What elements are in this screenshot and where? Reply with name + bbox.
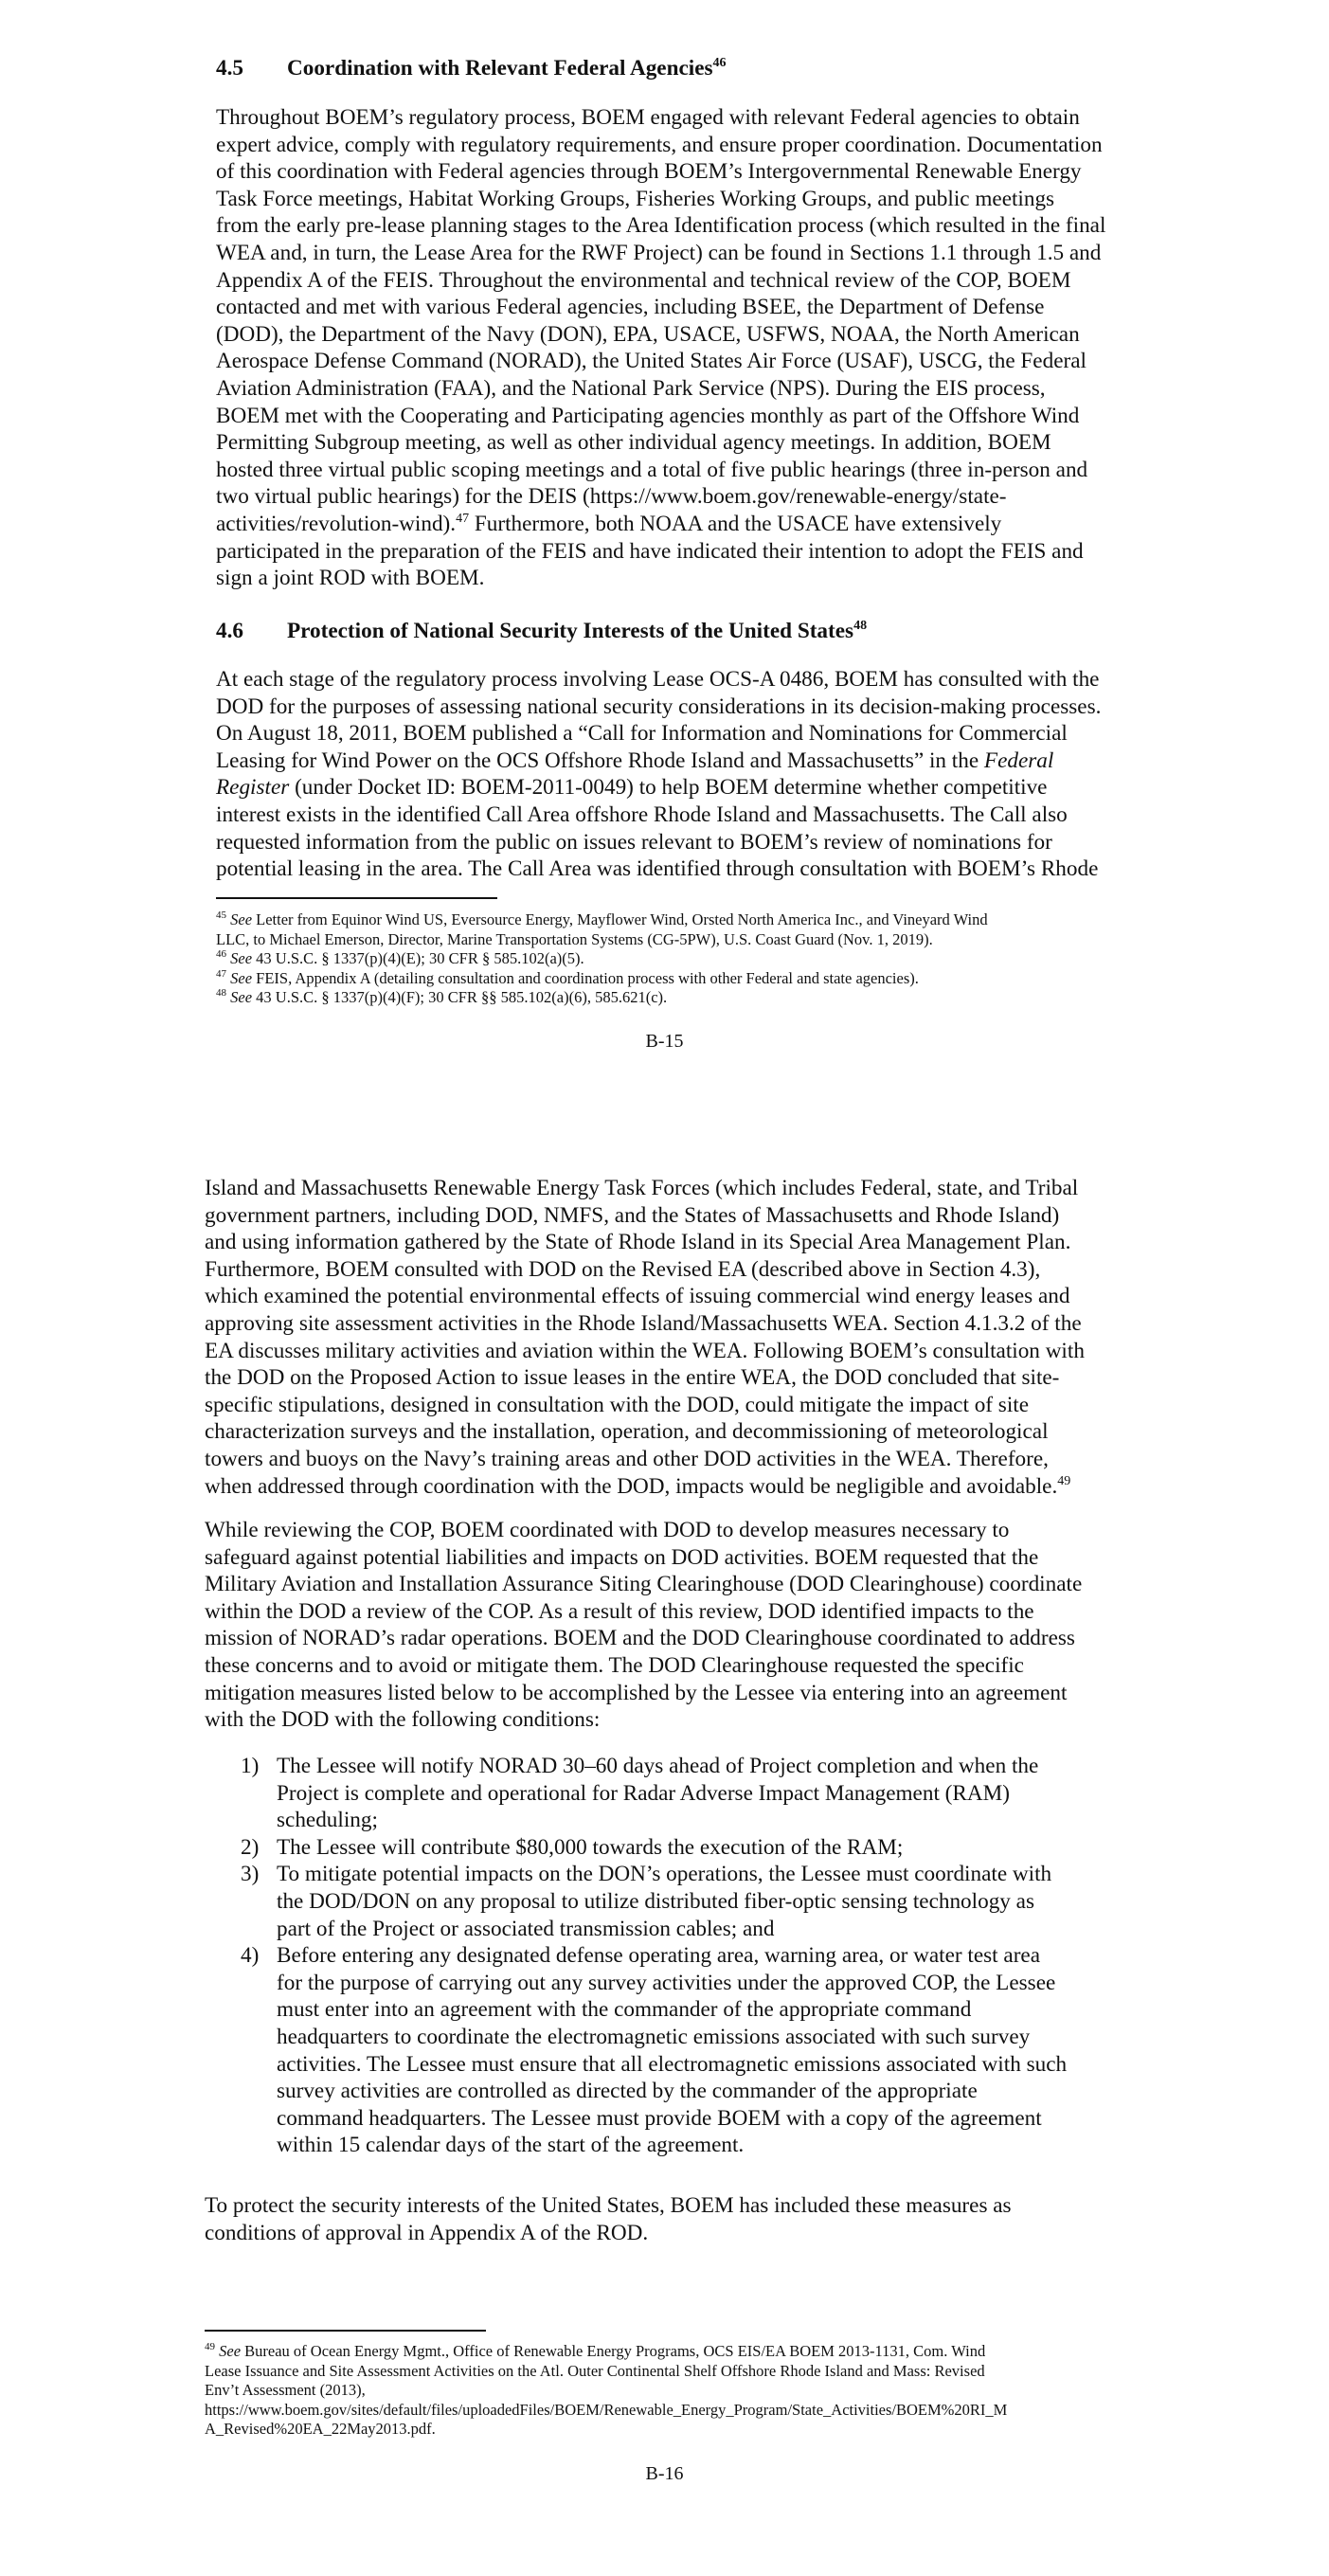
footnote-49-url[interactable]: A_Revised%20EA_22May2013.pdf.: [205, 2420, 436, 2438]
text-line: BOEM met with the Cooperating and Participating agencies monthly as part of the Offshore Wind: [216, 403, 1080, 428]
footnote-number: 48: [216, 987, 226, 999]
italic-publication-title: Federal: [983, 748, 1054, 773]
section-title: Coordination with Relevant Federal Agencies: [287, 56, 713, 81]
text-line: WEA and, in turn, the Lease Area for the RWF Project) can be found in Sections 1.1 through 1.5 and: [216, 240, 1102, 265]
section-number: 4.6: [216, 619, 243, 643]
footnote-separator: [216, 897, 497, 899]
text-line: two virtual public hearings) for the DEIS (https://www.boem.gov/renewable-energy/state-: [216, 484, 1007, 510]
text-line: sign a joint ROD with BOEM.: [216, 566, 485, 591]
text-fragment: when addressed through coordination with the DOD, impacts would be negligible and avoidable.: [205, 1473, 1058, 1499]
footnote-48: [216, 988, 988, 1008]
section-4-6-heading: [216, 618, 867, 645]
text-line: part of the Project or associated transmission cables; and: [277, 1916, 775, 1941]
footnote-text: Letter from Equinor Wind US, Eversource Energy, Mayflower Wind, Orsted North America Inc., and Vineyard Wind: [252, 910, 988, 928]
list-marker: 1): [241, 1754, 260, 1778]
text-line: Island and Massachusetts Renewable Energy Task Forces (which includes Federal, state, and Tribal: [205, 1176, 1079, 1200]
footnote-49-line: [205, 2342, 1007, 2362]
footnote-ref[interactable]: 46: [712, 56, 727, 70]
text-line: within the DOD a review of the COP. As a result of this review, DOD identified impacts to the: [205, 1598, 1034, 1624]
text-line: [205, 1473, 1085, 1501]
page-number: B-16: [645, 2463, 684, 2484]
text-line: participated in the preparation of the FEIS and have indicated their intention to adopt the FEIS and: [216, 538, 1084, 564]
text-line: Before entering any designated defense operating area, warning area, or water test area: [277, 1943, 1041, 1969]
conditions-list: [205, 1753, 1067, 2159]
text-line: of this coordination with Federal agencies through BOEM’s Intergovernmental Renewable Energy: [216, 159, 1082, 185]
footnote-text: Bureau of Ocean Energy Mgmt., Office of Renewable Energy Programs, OCS EIS/EA BOEM 2013-1131, Com. Wind: [241, 2342, 986, 2360]
text-line: potential leasing in the area. The Call Area was identified through consultation with BOEM’s Rhode: [216, 856, 1099, 882]
footnote-49-url[interactable]: https://www.boem.gov/sites/default/files/uploadedFiles/BOEM/Renewable_Energy_Program/State_Activities/BOEM%20RI_M: [205, 2400, 1008, 2419]
text-line: headquarters to coordinate the electromagnetic emissions associated with such survey: [277, 2024, 1031, 2049]
text-line: requested information from the public on issues relevant to BOEM’s review of nominations for: [216, 829, 1052, 855]
continuation-paragraph: [205, 1175, 1085, 1500]
footnote-text: FEIS, Appendix A (detailing consultation and coordination process with other Federal and state agencies).: [252, 968, 919, 987]
section-title: Protection of National Security Interests of the United States: [287, 619, 854, 643]
signal-see: See: [230, 988, 253, 1006]
text-line: While reviewing the COP, BOEM coordinated with DOD to develop measures necessary to: [205, 1518, 1010, 1542]
section-4-5-heading: [216, 55, 727, 82]
text-line: and using information gathered by the State of Rhode Island in its Special Area Management Plan.: [205, 1230, 1071, 1255]
section-number: 4.5: [216, 56, 243, 81]
text-line: specific stipulations, designed in consultation with the DOD, could mitigate the impact of site: [205, 1392, 1030, 1417]
text-line: The Lessee will notify NORAD 30–60 days ahead of Project completion and when the: [277, 1754, 1039, 1778]
text-line: these concerns and to avoid or mitigate them. The DOD Clearinghouse requested the specific: [205, 1652, 1024, 1678]
text-line: Task Force meetings, Habitat Working Groups, Fisheries Working Groups, and public meetings: [216, 186, 1055, 211]
footnote-text: 43 U.S.C. § 1337(p)(4)(F); 30 CFR §§ 585.102(a)(6), 585.621(c).: [252, 988, 668, 1006]
italic-publication-title: Register: [216, 775, 290, 801]
list-item: [205, 1834, 1067, 1862]
footnote-separator: [205, 2330, 486, 2332]
text-line: [216, 774, 1101, 802]
text-line: Permitting Subgroup meeting, as well as other individual agency meetings. In addition, BOEM: [216, 430, 1051, 456]
text-line: survey activities are controlled as directed by the commander of the appropriate: [277, 2079, 978, 2104]
footnote-45-cont: LLC, to Michael Emerson, Director, Marine Transportation Systems (CG-5PW), U.S. Coast Guard (Nov. 1, 2019).: [216, 929, 933, 948]
footnote-ref[interactable]: 48: [853, 619, 868, 633]
footnote-47: [216, 969, 988, 989]
text-line: Appendix A of the FEIS. Throughout the environmental and technical review of the COP, BOEM: [216, 267, 1071, 293]
text-line: characterization surveys and the installation, operation, and decommissioning of meteorological: [205, 1419, 1049, 1445]
text-line: government partners, including DOD, NMFS, and the States of Massachusetts and Rhode Island): [205, 1202, 1060, 1228]
list-marker: 3): [241, 1862, 260, 1887]
text-line: To protect the security interests of the United States, BOEM has included these measures as: [205, 2193, 1012, 2218]
text-fragment: Furthermore, both NOAA and the USACE have extensively: [469, 511, 1002, 536]
text-line: expert advice, comply with regulatory requirements, and ensure proper coordination. Documentation: [216, 132, 1103, 157]
signal-see: See: [230, 949, 253, 967]
text-line: towers and buoys on the Navy’s training areas and other DOD activities in the WEA. Therefore,: [205, 1446, 1049, 1471]
footnote-text: 43 U.S.C. § 1337(p)(4)(E); 30 CFR § 585.102(a)(5).: [252, 949, 584, 967]
list-item: [205, 1861, 1067, 1942]
text-line: from the early pre-lease planning stages to the Area Identification process (which resulted in the final: [216, 213, 1106, 239]
text-line: Project is complete and operational for Radar Adverse Impact Management (RAM): [277, 1780, 1010, 1806]
footnote-49: [205, 2342, 1007, 2440]
text-line: To mitigate potential impacts on the DON’s operations, the Lessee must coordinate with: [277, 1862, 1052, 1887]
text-line: activities. The Lessee must ensure that all electromagnetic emissions associated with such: [277, 2051, 1068, 2077]
footnote-45: [216, 910, 988, 930]
text-line: contacted and met with various Federal agencies, including BSEE, the Department of Defense: [216, 295, 1045, 320]
section-4-5-paragraph: [216, 104, 1105, 592]
footnote-number: 46: [216, 948, 226, 960]
footnote-46: [216, 949, 988, 969]
text-line: within 15 calendar days of the start of the agreement.: [277, 2133, 745, 2158]
footnotes-b15: [216, 910, 988, 1008]
footnote-49-cont: Lease Issuance and Site Assessment Activities on the Atl. Outer Continental Shelf Offshore Rhode Island and Mass: Revised: [205, 2361, 985, 2380]
text-line: Aerospace Defense Command (NORAD), the United States Air Force (USAF), USCG, the Federal: [216, 349, 1087, 374]
text-line: [216, 748, 1101, 775]
text-line: EA discusses military activities and aviation within the WEA. Following BOEM’s consultation with: [205, 1338, 1085, 1363]
text-line: scheduling;: [277, 1808, 378, 1833]
text-line: On August 18, 2011, BOEM published a “Call for Information and Nominations for Commercial: [216, 721, 1068, 747]
footnote-ref[interactable]: 47: [456, 511, 470, 526]
text-line: Throughout BOEM’s regulatory process, BOEM engaged with relevant Federal agencies to obtain: [216, 105, 1080, 130]
text-line: [216, 511, 1105, 538]
text-line: for the purpose of carrying out any survey activities under the approved COP, the Lessee: [277, 1970, 1056, 1995]
text-line: The Lessee will contribute $80,000 towards the execution of the RAM;: [277, 1834, 904, 1860]
text-line: (DOD), the Department of the Navy (DON), EPA, USACE, USFWS, NOAA, the North American: [216, 321, 1080, 347]
text-line: safeguard against potential liabilities and impacts on DOD activities. BOEM requested that the: [205, 1544, 1039, 1570]
text-line: DOD for the purposes of assessing national security considerations in its decision-making processes.: [216, 694, 1102, 719]
footnote-number: 45: [216, 910, 226, 921]
text-fragment: (under Docket ID: BOEM-2011-0049) to help BOEM determine whether competitive: [289, 775, 1048, 801]
list-marker: 2): [241, 1834, 260, 1860]
text-line: At each stage of the regulatory process involving Lease OCS-A 0486, BOEM has consulted with the: [216, 667, 1100, 692]
text-line: approving site assessment activities in the Rhode Island/Massachusetts WEA. Section 4.1.3.2 of the: [205, 1310, 1082, 1336]
text-line: Furthermore, BOEM consulted with DOD on the Revised EA (described above in Section 4.3),: [205, 1256, 1041, 1282]
text-line: Aviation Administration (FAA), and the National Park Service (NPS). During the EIS process,: [216, 375, 1046, 401]
section-4-6-paragraph: [216, 666, 1101, 883]
footnote-49-cont: Env’t Assessment (2013),: [205, 2381, 366, 2399]
text-line: must enter into an agreement with the commander of the appropriate command: [277, 1997, 972, 2023]
text-fragment: Leasing for Wind Power on the OCS Offshore Rhode Island and Massachusetts” in the: [216, 748, 984, 773]
list-item: [205, 1942, 1067, 2159]
text-line: with the DOD with the following conditions:: [205, 1707, 601, 1733]
signal-see: See: [230, 968, 253, 987]
signal-see: See: [230, 910, 253, 928]
page-number: B-15: [645, 1031, 684, 1052]
text-line: the DOD/DON on any proposal to utilize distributed fiber-optic sensing technology as: [277, 1888, 1034, 1914]
text-line: mission of NORAD’s radar operations. BOEM and the DOD Clearinghouse coordinated to address: [205, 1626, 1075, 1651]
page-b16: [0, 1137, 1329, 2576]
text-line: Military Aviation and Installation Assurance Siting Clearinghouse (DOD Clearinghouse) coordinate: [205, 1572, 1083, 1597]
footnote-ref[interactable]: 49: [1057, 1473, 1071, 1488]
text-line: hosted three virtual public scoping meetings and a total of five public hearings (three in-person and: [216, 457, 1088, 482]
footnote-number: 49: [205, 2341, 215, 2352]
list-item: [205, 1753, 1067, 1834]
signal-see: See: [219, 2342, 242, 2360]
text-line: the DOD on the Proposed Action to issue leases in the entire WEA, the DOD concluded that site-: [205, 1365, 1060, 1391]
review-paragraph: [205, 1517, 1082, 1734]
text-line: which examined the potential environmental effects of issuing commercial wind energy leases and: [205, 1284, 1070, 1309]
text-line: command headquarters. The Lessee must provide BOEM with a copy of the agreement: [277, 2105, 1042, 2131]
page-b15: [0, 0, 1329, 1137]
footnote-number: 47: [216, 967, 226, 980]
text-line: mitigation measures listed below to be accomplished by the Lessee via entering into an agreement: [205, 1680, 1068, 1705]
list-marker: 4): [241, 1943, 260, 1969]
closing-paragraph: [205, 2192, 1012, 2246]
text-fragment: activities/revolution-wind).: [216, 511, 457, 536]
text-line: interest exists in the identified Call Area offshore Rhode Island and Massachusetts. The Call also: [216, 802, 1068, 827]
text-line: conditions of approval in Appendix A of the ROD.: [205, 2220, 649, 2245]
